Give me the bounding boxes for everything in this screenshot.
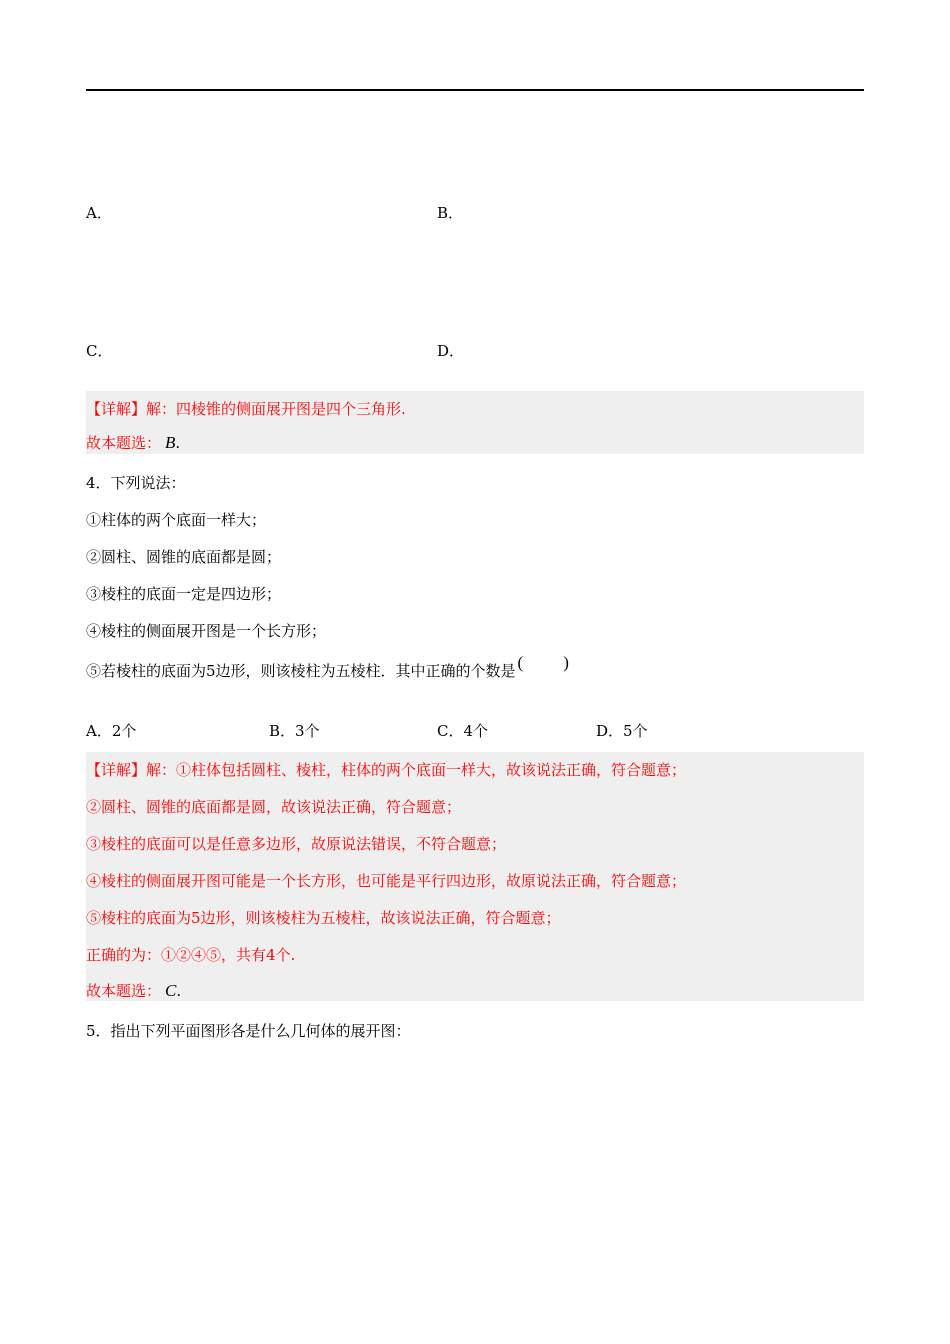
q4-answer-line (86, 980, 181, 1001)
answer-letter: C (165, 981, 177, 1000)
q4-solution-line4: ④棱柱的侧面展开图可能是一个长方形，也可能是平行四边形，故原说法正确，符合题意； (86, 872, 687, 890)
q3-option-b: B． (437, 204, 464, 222)
q4-statement-5 (86, 653, 569, 681)
q4-solution-line6: 正确的为：①②④⑤，共有4个. (86, 946, 296, 964)
q3-solution-line1 (86, 398, 406, 419)
q4-statement-3: ③棱柱的底面一定是四边形； (86, 585, 282, 603)
q4-option-b: B．3个 (269, 722, 320, 740)
detail-tag: 【详解】 (86, 761, 147, 779)
answer-paren-close: ) (563, 653, 569, 672)
answer-letter: B (165, 433, 176, 452)
q4-statement-1: ①柱体的两个底面一样大； (86, 511, 267, 529)
q4-statement-5-text: ⑤若棱柱的底面为5边形，则该棱柱为五棱柱．其中正确的个数是 (86, 662, 516, 680)
q3-option-a: A． (86, 204, 112, 222)
q4-statement-4: ④棱柱的侧面展开图是一个长方形； (86, 622, 327, 640)
q4-solution-text-1: 解：①柱体包括圆柱、棱柱，柱体的两个底面一样大，故该说法正确，符合题意； (146, 761, 687, 779)
q4-option-a: A．2个 (86, 722, 137, 740)
q4-solution-line2: ②圆柱、圆锥的底面都是圆，故该说法正确，符合题意； (86, 798, 462, 816)
q5-stem: 5．指出下列平面图形各是什么几何体的展开图： (86, 1022, 411, 1040)
q4-solution-line1 (86, 759, 686, 780)
answer-prefix: 故本题选： (86, 982, 162, 1000)
q4-solution-line3: ③棱柱的底面可以是任意多边形，故原说法错误，不符合题意； (86, 835, 507, 853)
q3-solution-text: 解：四棱锥的侧面展开图是四个三角形. (146, 400, 406, 418)
answer-prefix: 故本题选： (86, 434, 162, 452)
answer-paren-open: ( (517, 653, 524, 672)
header-rule (86, 89, 864, 91)
detail-tag: 【详解】 (86, 400, 147, 418)
q3-answer-line (86, 432, 180, 453)
q4-solution-line5: ⑤棱柱的底面为5边形，则该棱柱为五棱柱，故该说法正确，符合题意； (86, 909, 561, 927)
q3-option-c: C． (86, 342, 113, 360)
q4-option-c: C．4个 (437, 722, 489, 740)
answer-suffix: . (176, 982, 182, 1000)
q4-stem: 4．下列说法： (86, 474, 186, 492)
q4-option-d: D．5个 (596, 722, 648, 740)
q4-statement-2: ②圆柱、圆锥的底面都是圆； (86, 548, 282, 566)
answer-suffix: . (175, 434, 181, 452)
q3-option-d: D． (437, 342, 465, 360)
